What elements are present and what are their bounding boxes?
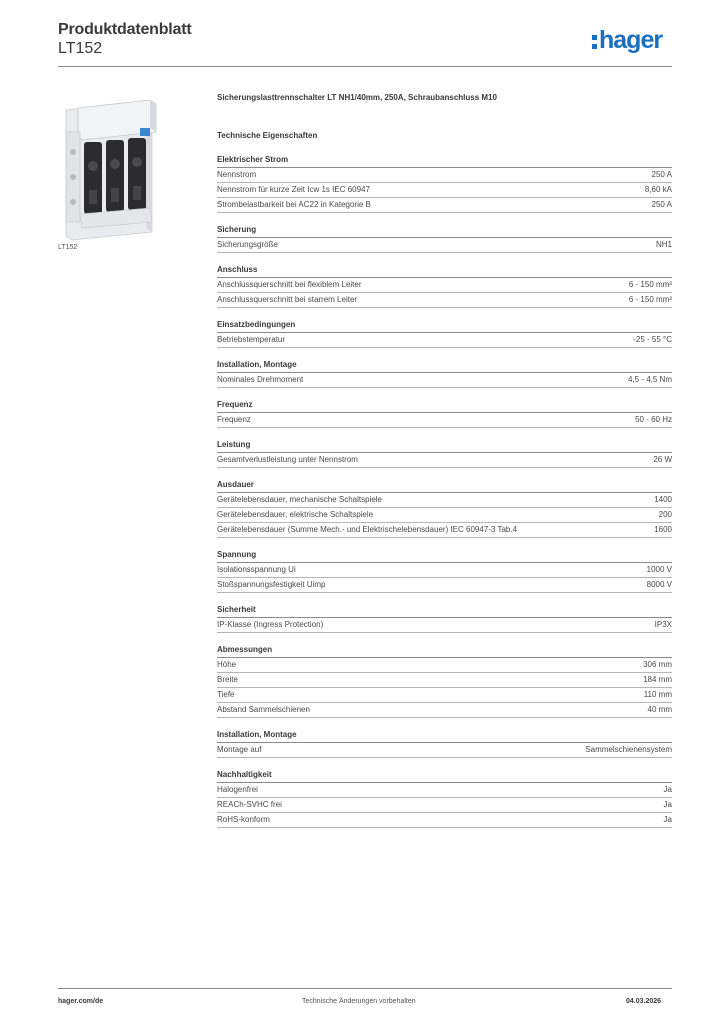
image-caption: LT152 [58,244,78,251]
property-row [217,673,672,688]
property-row [217,703,672,718]
property-value: 306 mm [643,660,672,669]
property-label: Gerätelebensdauer, elektrische Schaltspiele [217,510,374,519]
property-value: 40 mm [647,705,672,714]
property-row [217,658,672,673]
property-value: 110 mm [643,690,672,699]
property-value: Ja [663,800,672,809]
property-section [217,604,672,633]
property-label: Breite [217,675,238,684]
property-label: Nominales Drehmoment [217,375,304,384]
logo-dots-icon [592,35,597,49]
property-label: Anschlussquerschnitt bei starrem Leiter [217,295,358,304]
property-row [217,783,672,798]
product-name: Sicherungslasttrennschalter LT NH1/40mm, 250A, Schraubanschluss M10 [217,93,497,102]
property-row [217,743,672,758]
footer-website: hager.com/de [58,998,104,1005]
property-section [217,264,672,308]
footer-date: 04.03.2026 [626,998,662,1005]
properties-sections [217,154,672,828]
property-label: Gerätelebensdauer (Summe Mech.- und Elektrischelebensdauer) IEC 60947-3 Tab.4 [217,525,518,534]
property-value: 8000 V [646,580,672,589]
property-value: 1600 [654,525,672,534]
property-value: 6 - 150 mm² [628,295,672,304]
properties-title: Technische Eigenschaften [217,131,318,140]
footer-divider [58,988,672,989]
property-row [217,563,672,578]
property-value: 4,5 - 4,5 Nm [627,375,672,384]
article-number: LT152 [58,40,103,57]
property-value: Sammelschienensystem [585,745,672,754]
property-row [217,168,672,183]
header-divider [58,66,672,67]
logo-wordmark: hager [599,26,663,54]
section-title: Spannung [217,549,672,563]
property-label: Frequenz [217,415,251,424]
section-title: Nachhaltigkeit [217,769,672,783]
datasheet-content [217,93,672,828]
property-value: 250 A [651,200,672,209]
property-label: Nennstrom für kurze Zeit Icw 1s IEC 60947 [217,185,370,194]
property-value: 6 - 150 mm² [628,280,672,289]
property-label: Betriebstemperatur [217,335,286,344]
property-value: 200 [658,510,672,519]
hager-logo [592,28,662,56]
property-label: Anschlussquerschnitt bei flexiblem Leiter [217,280,362,289]
property-value: 250 A [651,170,672,179]
property-section [217,549,672,593]
property-row [217,453,672,468]
property-section [217,154,672,213]
section-title: Leistung [217,439,672,453]
section-title: Einsatzbedingungen [217,319,672,333]
property-row [217,293,672,308]
property-row [217,813,672,828]
property-row [217,198,672,213]
property-row [217,278,672,293]
property-section [217,769,672,828]
section-title: Ausdauer [217,479,672,493]
section-title: Elektrischer Strom [217,154,672,168]
property-row [217,333,672,348]
section-title: Installation, Montage [217,359,672,373]
property-row [217,413,672,428]
section-title: Frequenz [217,399,672,413]
property-label: REACh-SVHC frei [217,800,282,809]
section-title: Sicherung [217,224,672,238]
section-title: Abmessungen [217,644,672,658]
property-section [217,439,672,468]
property-value: NH1 [655,240,672,249]
property-label: Nennstrom [217,170,257,179]
property-label: Abstand Sammelschienen [217,705,310,714]
property-label: Höhe [217,660,237,669]
property-row [217,798,672,813]
property-row [217,493,672,508]
page-title: Produktdatenblatt [58,21,192,38]
property-label: RoHS-konform [217,815,270,824]
property-label: Gesamtverlustleistung unter Nennstrom [217,455,358,464]
property-row [217,523,672,538]
property-section [217,399,672,428]
property-section [217,319,672,348]
property-label: Montage auf [217,745,262,754]
section-title: Sicherheit [217,604,672,618]
property-section [217,359,672,388]
property-label: Strombelastbarkeit bei AC22 in Kategorie B [217,200,371,209]
property-label: Halogenfrei [217,785,258,794]
property-label: Tiefe [217,690,235,699]
property-value: 1400 [654,495,672,504]
property-row [217,183,672,198]
section-title: Installation, Montage [217,729,672,743]
property-row [217,578,672,593]
property-label: Stoßspannungsfestigkeit Uimp [217,580,326,589]
property-section [217,479,672,538]
property-value: Ja [663,785,672,794]
section-title: Anschluss [217,264,672,278]
property-value: 50 - 60 Hz [635,415,672,424]
property-section [217,729,672,758]
property-value: 26 W [653,455,672,464]
property-row [217,508,672,523]
property-label: Isolationsspannung Ui [217,565,296,574]
footer-notice: Technische Änderungen vorbehalten [302,998,416,1005]
property-label: Gerätelebensdauer, mechanische Schaltspiele [217,495,382,504]
property-row [217,238,672,253]
property-value: 8,60 kA [644,185,672,194]
property-value: -25 - 55 °C [633,335,672,344]
property-value: IP3X [654,620,672,629]
property-value: 1000 V [646,565,672,574]
property-value: 184 mm [643,675,672,684]
product-image [58,92,184,242]
property-row [217,373,672,388]
property-row [217,688,672,703]
property-section [217,224,672,253]
property-label: IP-Klasse (Ingress Protection) [217,620,324,629]
property-section [217,644,672,718]
property-value: Ja [663,815,672,824]
property-row [217,618,672,633]
property-label: Sicherungsgröße [217,240,278,249]
